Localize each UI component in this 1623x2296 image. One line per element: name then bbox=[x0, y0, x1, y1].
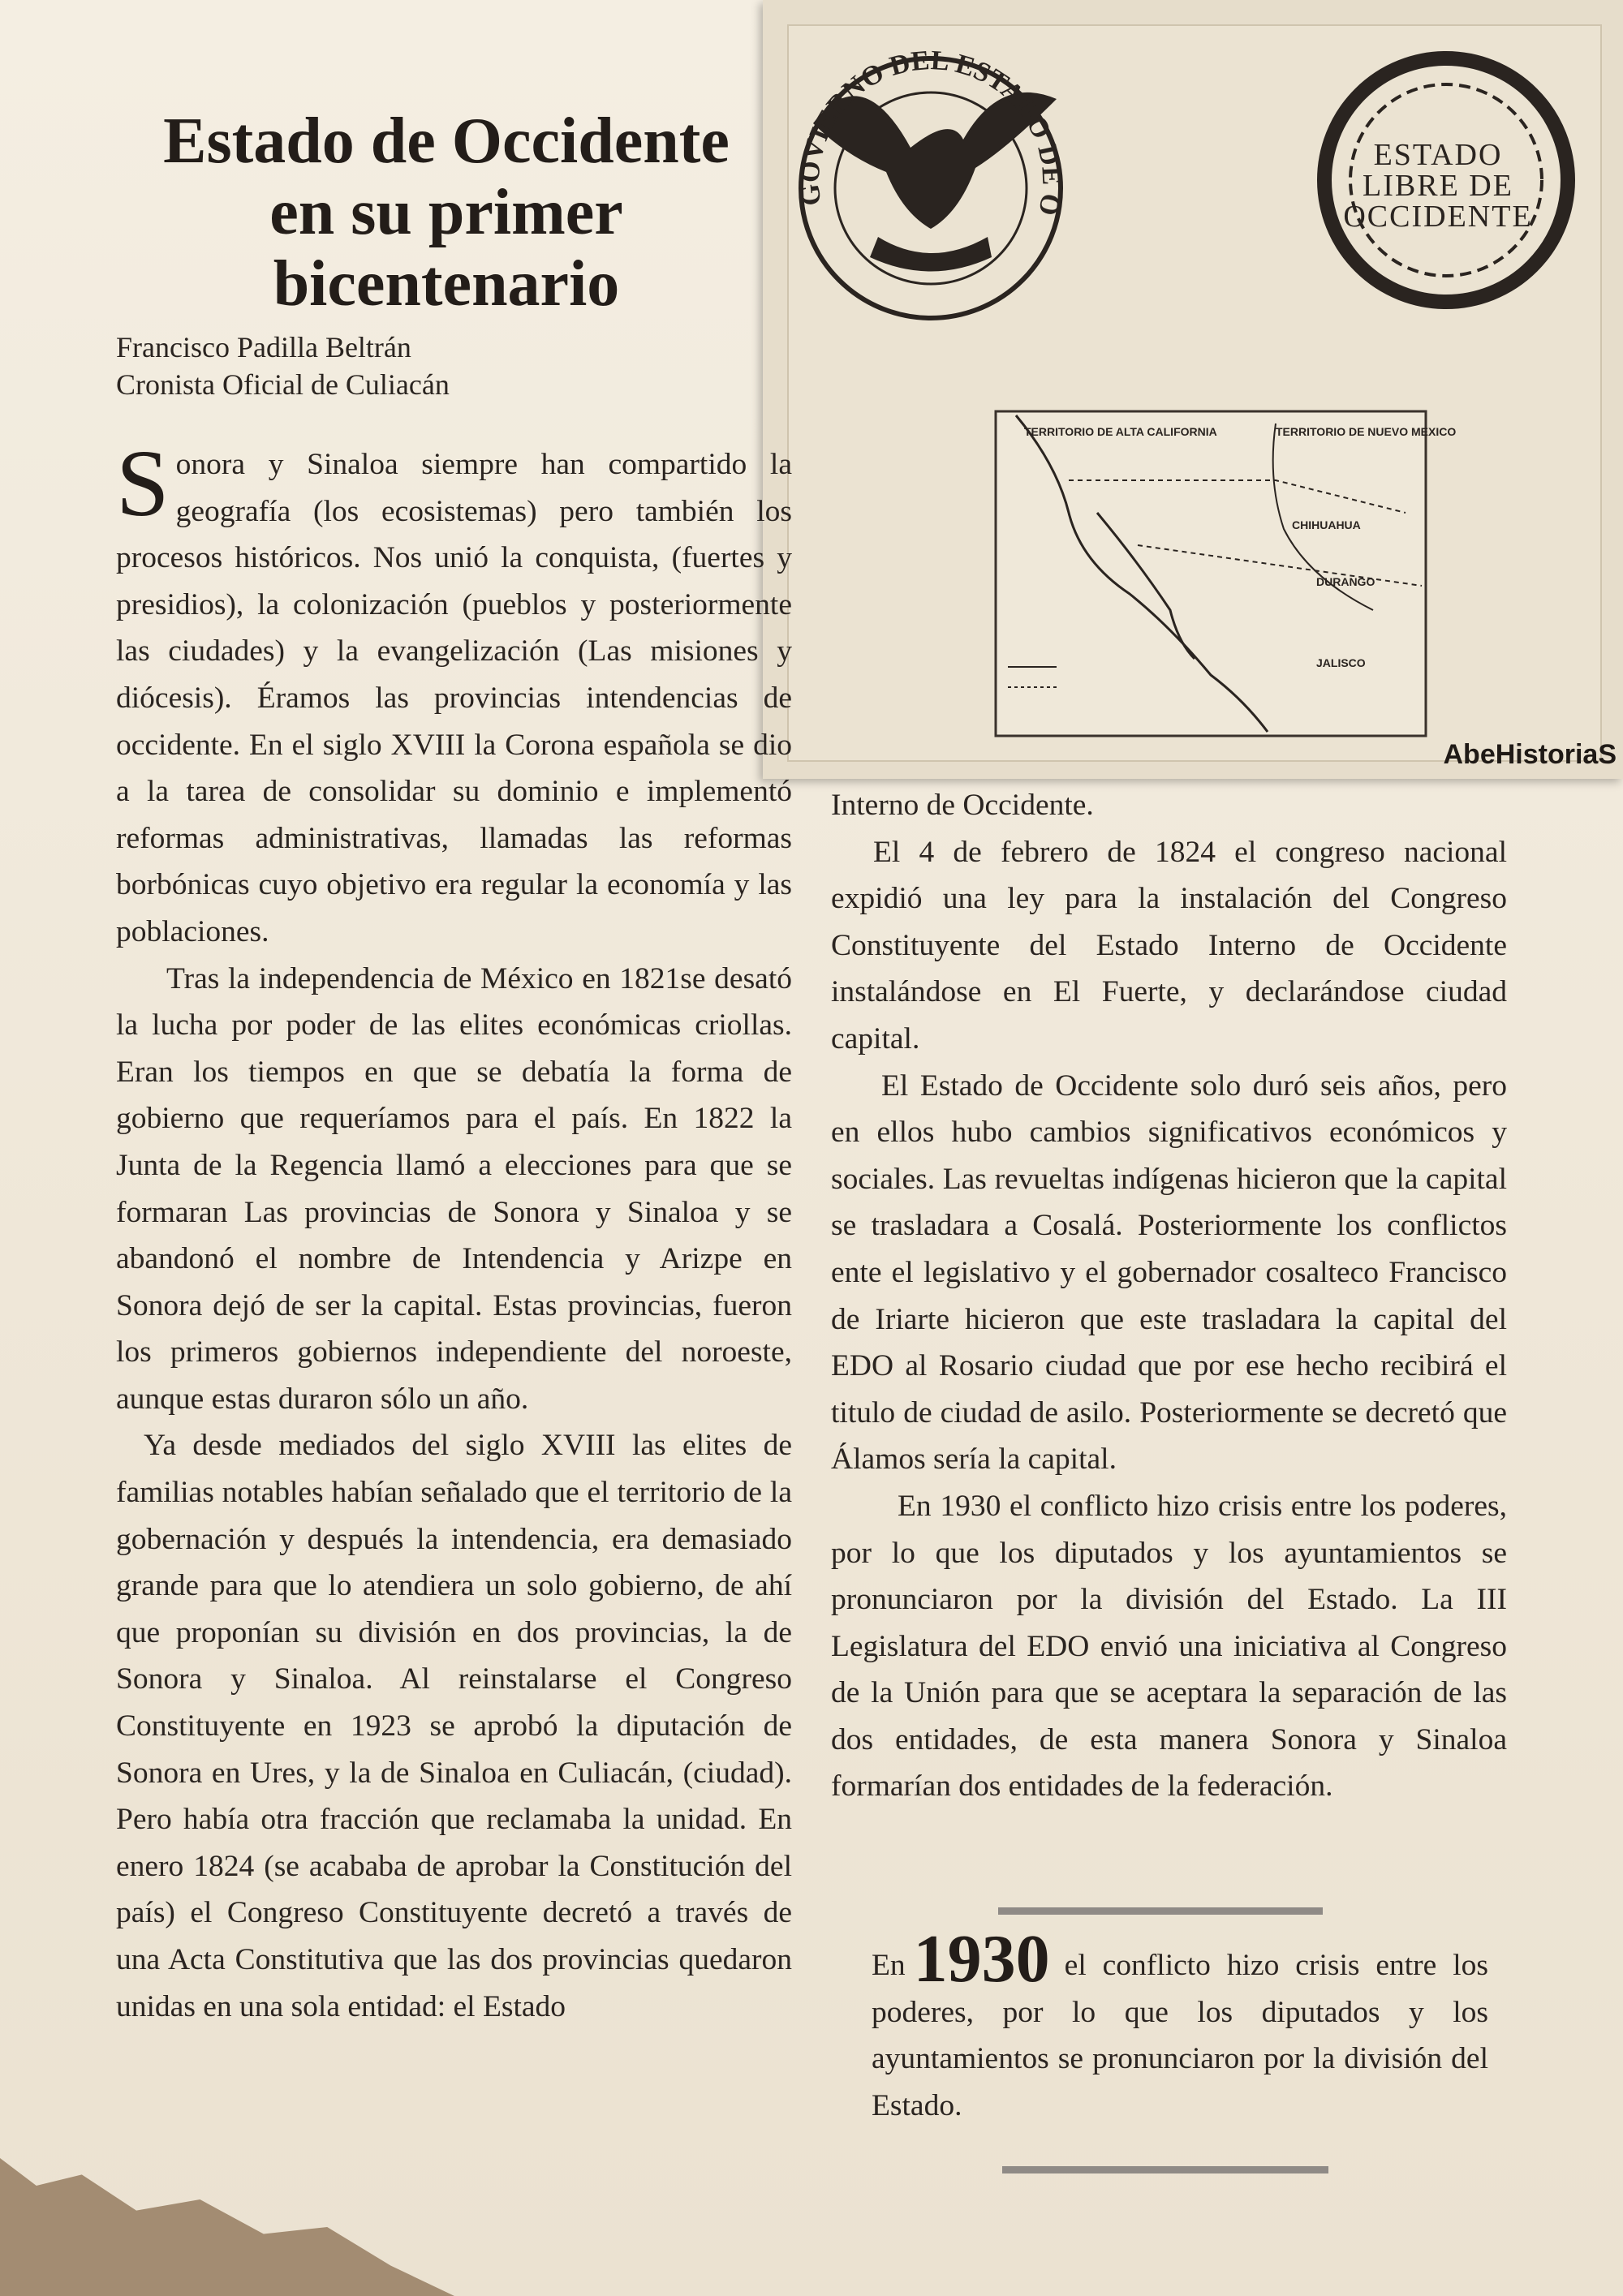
byline bbox=[116, 329, 450, 403]
article-column-left bbox=[116, 430, 792, 2030]
author-name: Francisco Padilla Beltrán bbox=[116, 331, 411, 363]
pullquote-text: el conflicto hizo crisis entre los poderes, por lo que los diputados y los ayuntamientos se pronunciaron por la división del Estado. bbox=[872, 1949, 1488, 2122]
pullquote-rule-top bbox=[998, 1907, 1323, 1915]
title-line: bicentenario bbox=[273, 248, 620, 320]
pullquote-rule-bottom bbox=[1002, 2166, 1328, 2173]
historical-image bbox=[763, 0, 1623, 779]
title-line: Estado de Occidente bbox=[163, 105, 730, 177]
drop-cap: S bbox=[116, 430, 170, 536]
map-label: JALISCO bbox=[1316, 656, 1366, 669]
image-frame bbox=[787, 24, 1602, 762]
map-label: TERRITORIO DE ALTA CALIFORNIA bbox=[1024, 425, 1217, 438]
territory-map-icon bbox=[996, 411, 1426, 736]
paragraph: Interno de Occidente. bbox=[831, 789, 1094, 822]
paragraph: Ya desde mediados del siglo XVIII las elites de familias notables habían señalado que el territorio de la gobernación y después la intendencia, era demasiado grande para que lo atendiera un solo gobierno, de ahí que proponían su división en dos provincias, la de Sonora y Sinaloa. Al reinstalarse el Congreso Constituyente en 1923 se aprobó la diputación de Sonora en Ures, y la de Sinaloa en Culiacán, (ciudad). Pero había otra fracción que reclamaba la unidad. En enero 1824 (se acababa de aprobar la Constitución del país) el Congreso Constituyente decretó a través de una Acta Constitutiva que las dos provincias quedaron unidas en una sola entidad: el Estado bbox=[116, 1429, 792, 2023]
seals-and-map-illustration bbox=[789, 26, 1600, 760]
article-title bbox=[81, 105, 812, 320]
title-line: en su primer bbox=[269, 177, 623, 248]
article-column-right bbox=[831, 782, 1507, 1810]
map-label: CHIHUAHUA bbox=[1292, 518, 1361, 531]
pullquote-year: 1930 bbox=[913, 1921, 1050, 1997]
seal-right-label: ESTADO LIBRE DE OCCIDENTE bbox=[1343, 138, 1533, 234]
paragraph: Sonora y Sinaloa siempre han compartido la geografía (los ecosistemas) pero también los procesos históricos. Nos unió la conquista, (fuertes y presidios), la colonización (pueblos y posteriormente las ciudades) y la evangelización (Las misiones y diócesis). Éramos las provincias intendencias de occidente. En el siglo XVIII la Corona española se dio a la tarea de consolidar su dominio e implementó reformas administrativas, llamadas las reformas borbónicas cuyo objetivo era regular la economía y las poblaciones. bbox=[116, 430, 792, 948]
map-label: DURANGO bbox=[1316, 575, 1375, 588]
paragraph: En 1930 el conflicto hizo crisis entre los poderes, por lo que los diputados y los ayuntamientos se pronunciaron por la división del Estado. La III Legislatura del EDO envió una iniciativa al Congreso de la Unión para que se aceptara la separación de las dos entidades, de esta manera Sonora y Sinaloa formarían dos entidades de la federación. bbox=[831, 1489, 1507, 1804]
paragraph: El 4 de febrero de 1824 el congreso nacional expidió una ley para la instalación del Congreso Constituyente del Estado Interno de Occidente instalándose en El Fuerte, y declarándose ciudad capital. bbox=[831, 835, 1507, 1056]
map-label: TERRITORIO DE NUEVO MEXICO bbox=[1276, 425, 1457, 438]
author-role: Cronista Oficial de Culiacán bbox=[116, 368, 450, 401]
paragraph: El Estado de Occidente solo duró seis años, pero en ellos hubo cambios significativos económicos y sociales. Las revueltas indígenas hicieron que la capital se trasladara a Cosalá. Posteriormente los conflictos ente el legislativo y el gobernador cosalteco Francisco de Iriarte hicieron que este trasladara la capital del EDO al Rosario ciudad que por ese hecho recibirá el titulo de ciudad de asilo. Posteriormente se decretó que Álamos sería la capital. bbox=[831, 1068, 1507, 1477]
pull-quote bbox=[872, 1921, 1488, 2129]
watermark: AbeHistoriaS bbox=[1443, 739, 1617, 770]
seal-ring-text: GOVIERNO DEL ESTADO DE O bbox=[794, 45, 1067, 218]
paragraph: Tras la independencia de México en 1821se desató la lucha por poder de las elites económicas criollas. Eran los tiempos en que se debatía la forma de gobierno que requeríamos para el país. En 1822 la Junta de la Regencia llamó a elecciones para que se formaran Las provincias de Sonora y Sinaloa y se abandonó el nombre de Intendencia y Arizpe en Sonora dejó de ser la capital. Estas provincias, fueron los primeros gobiernos independiente del noroeste, aunque estas duraron sólo un año. bbox=[116, 961, 792, 1416]
pullquote-lead: En bbox=[872, 1949, 906, 1982]
